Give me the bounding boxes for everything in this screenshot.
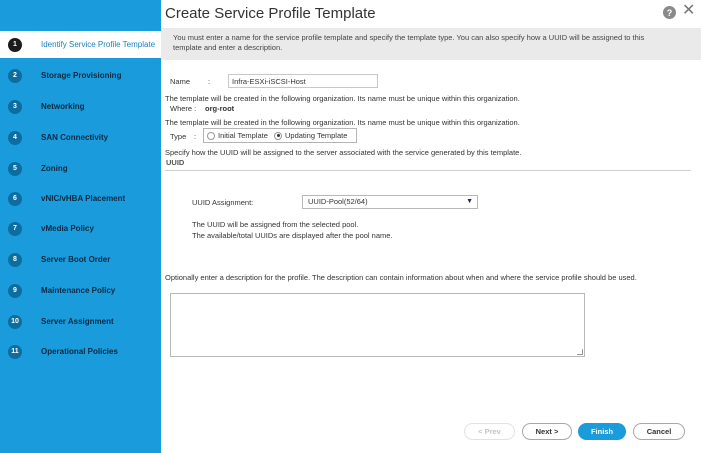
radio-initial-template[interactable] — [207, 131, 268, 140]
wizard-sidebar — [0, 0, 161, 453]
cancel-button[interactable]: Cancel — [633, 423, 685, 440]
uuid-note: Specify how the UUID will be assigned to the server associated with the service generated by this template. — [165, 148, 522, 157]
name-input[interactable] — [228, 74, 378, 88]
help-icon[interactable]: ? — [663, 6, 676, 19]
info-line-1: You must enter a name for the service profile template and specify the template type. You can also specify how a UUID will be assigned to this — [173, 33, 645, 42]
template-type-group — [203, 128, 357, 143]
dialog-title: Create Service Profile Template — [165, 5, 376, 22]
step-san-connectivity[interactable] — [0, 124, 161, 151]
step-number: 6 — [8, 192, 22, 206]
name-label: Name — [170, 77, 191, 86]
step-label: vNIC/vHBA Placement — [41, 194, 126, 203]
step-label: Server Assignment — [41, 317, 114, 326]
step-label: Zoning — [41, 164, 68, 173]
step-zoning[interactable] — [0, 155, 161, 182]
step-vmedia-policy[interactable] — [0, 215, 161, 242]
finish-button[interactable]: Finish — [578, 423, 626, 440]
uuid-section-title: UUID — [166, 158, 185, 167]
step-label: Server Boot Order — [41, 255, 111, 264]
radio-label: Updating Template — [285, 131, 348, 140]
close-icon[interactable]: ✕ — [682, 2, 696, 19]
step-number: 10 — [8, 315, 22, 329]
uuid-help-2: The available/total UUIDs are displayed after the pool name. — [192, 231, 393, 240]
step-label: SAN Connectivity — [41, 133, 109, 142]
step-number: 11 — [8, 345, 22, 359]
step-maintenance-policy[interactable] — [0, 277, 161, 304]
name-colon: : — [208, 77, 211, 86]
type-label: Type — [170, 132, 187, 141]
step-label: Identify Service Profile Template — [41, 40, 156, 49]
dropdown-caret-icon: ▼ — [466, 198, 473, 205]
info-line-2: template and enter a description. — [173, 43, 283, 52]
radio-updating-template[interactable] — [274, 131, 347, 140]
uuid-assignment-select[interactable] — [302, 195, 478, 209]
type-colon: : — [194, 132, 197, 141]
uuid-help-1: The UUID will be assigned from the selected pool. — [192, 220, 359, 229]
radio-circle-checked — [274, 132, 282, 140]
step-number: 1 — [8, 38, 22, 52]
radio-circle — [207, 132, 215, 140]
step-number: 2 — [8, 69, 22, 83]
step-storage-provisioning[interactable] — [0, 62, 161, 89]
section-divider — [165, 170, 691, 171]
step-server-assignment[interactable] — [0, 308, 161, 335]
step-server-boot-order[interactable] — [0, 246, 161, 273]
step-label: Operational Policies — [41, 347, 118, 356]
step-identify-service-profile-template[interactable] — [0, 31, 161, 58]
where-value: org-root — [205, 104, 235, 113]
next-button[interactable]: Next > — [522, 423, 572, 440]
resize-grip-icon[interactable] — [577, 349, 583, 355]
step-networking[interactable] — [0, 93, 161, 120]
prev-button[interactable]: < Prev — [464, 423, 515, 440]
step-number: 5 — [8, 162, 22, 176]
where-label: Where : — [170, 104, 197, 113]
uuid-assignment-value: UUID-Pool(52/64) — [308, 197, 368, 206]
step-label: Maintenance Policy — [41, 286, 116, 295]
radio-label: Initial Template — [218, 131, 268, 140]
step-label: Storage Provisioning — [41, 71, 122, 80]
description-note: Optionally enter a description for the profile. The description can contain information about when and where the service profile should be used. — [165, 273, 637, 282]
step-operational-policies[interactable] — [0, 338, 161, 365]
step-number: 8 — [8, 253, 22, 267]
step-number: 9 — [8, 284, 22, 298]
step-label: vMedia Policy — [41, 224, 94, 233]
org-note-2: The template will be created in the following organization. Its name must be unique within this organization. — [165, 118, 520, 127]
info-banner — [161, 28, 701, 60]
step-vnic-vhba-placement[interactable] — [0, 185, 161, 212]
description-textarea[interactable] — [170, 293, 585, 357]
step-number: 7 — [8, 222, 22, 236]
step-number: 3 — [8, 100, 22, 114]
uuid-assignment-label: UUID Assignment: — [192, 198, 254, 207]
step-label: Networking — [41, 102, 85, 111]
step-number: 4 — [8, 131, 22, 145]
org-note: The template will be created in the following organization. Its name must be unique within this organization. — [165, 94, 520, 103]
